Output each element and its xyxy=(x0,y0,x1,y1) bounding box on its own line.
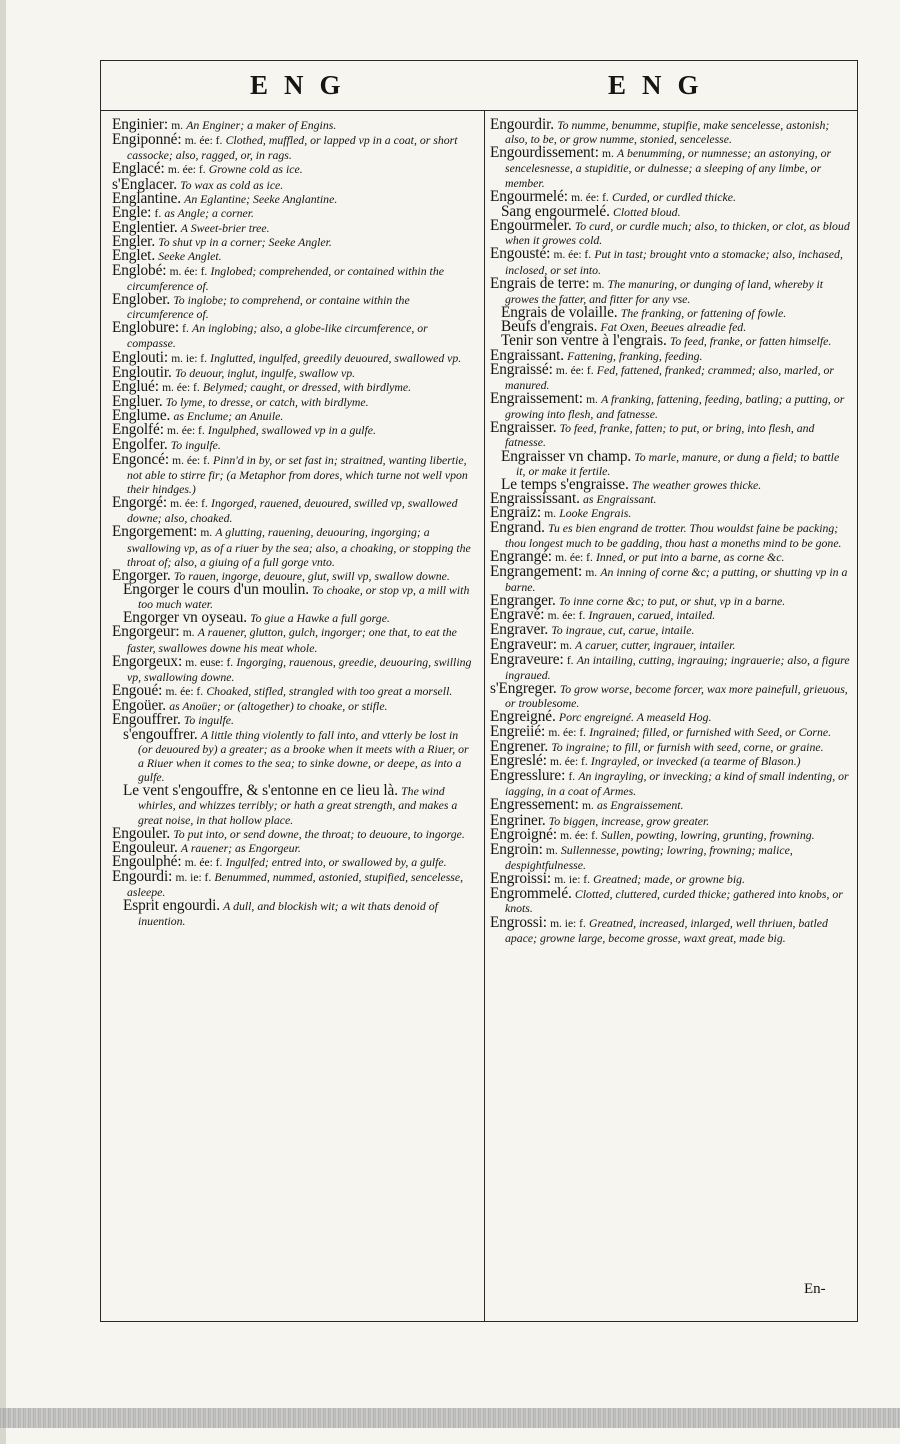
entry-headword: Englouti: xyxy=(112,348,169,366)
entry-grammar: m. xyxy=(544,508,557,521)
dictionary-entry xyxy=(490,219,850,247)
entry-definition: A glutting, rauening, deuouring, ingorging; a swallowing vp, as of a riuer by the sea; also, a choaking, or stopping the throat of; also, a giuing of a full gorge vnto. xyxy=(127,525,471,569)
entry-headword: Englober. xyxy=(112,290,171,308)
entry-grammar: m. ée: f. xyxy=(162,381,200,394)
entry-definition: Inglutted, ingulfed, greedily deuoured, swallowed vp. xyxy=(210,350,462,365)
entry-headword: Engousté: xyxy=(490,245,551,263)
dictionary-entry xyxy=(112,625,472,654)
entry-headword: Tenir son ventre à l'engrais. xyxy=(501,332,667,350)
entry-headword: Engrossi: xyxy=(490,913,547,931)
entry-headword: Engroigné: xyxy=(490,825,557,843)
dictionary-entry xyxy=(490,421,850,449)
dictionary-entry xyxy=(490,492,850,506)
entry-definition: To choake, or stop vp, a mill with too much water. xyxy=(138,583,470,612)
entry-headword: Sang engourmelé. xyxy=(501,202,610,220)
entry-headword: Engorgeux: xyxy=(112,652,183,670)
entry-definition: The franking, or fattening of fowle. xyxy=(620,306,787,321)
entry-headword: Engiponné: xyxy=(112,131,182,149)
entry-headword: Englacé: xyxy=(112,160,165,178)
entry-grammar: m. ie: f. xyxy=(175,872,212,885)
entry-definition: The wind whirles, and whizzes terribly; or hath a great strength, and makes a great noise, in that hollow place. xyxy=(138,784,458,827)
entry-grammar: m. xyxy=(171,120,184,132)
dictionary-entry xyxy=(112,409,472,423)
entry-grammar: m. euse: f. xyxy=(185,656,234,669)
entry-headword: Esprit engourdi. xyxy=(123,897,220,915)
entry-grammar: m. ée: f. xyxy=(172,454,210,467)
entry-headword: Engrand. xyxy=(490,519,545,537)
entry-headword: Engolfé: xyxy=(112,421,164,439)
entry-definition: To giue a Hawke a full gorge. xyxy=(250,611,390,626)
entry-definition: Porc engreigné. A measeld Hog. xyxy=(558,710,712,725)
entry-headword: Engorgeur: xyxy=(112,623,180,641)
left-column xyxy=(112,118,472,928)
entry-definition: To ingulfe. xyxy=(183,713,234,728)
entry-headword: Engorgé: xyxy=(112,494,167,512)
entry-definition: To rauen, ingorge, deuoure, glut, swill vp, swallow downe. xyxy=(173,568,450,583)
entry-headword: Engoncé: xyxy=(112,450,169,468)
entry-grammar: m. xyxy=(200,527,213,540)
entry-headword: s'Englacer. xyxy=(112,175,177,193)
dictionary-entry xyxy=(490,650,850,682)
entry-headword: Englentier. xyxy=(112,219,178,237)
entry-grammar: m. xyxy=(182,627,195,640)
entry-definition: Clotted bloud. xyxy=(613,204,681,219)
entry-grammar: f. xyxy=(154,207,162,220)
entry-grammar: f. xyxy=(568,771,576,784)
entry-headword: Le temps s'engraisse. xyxy=(501,475,629,493)
entry-grammar: m. xyxy=(585,566,598,579)
entry-grammar: m. ée: f. xyxy=(184,135,223,148)
entry-definition: Greatned, increased, inlarged, well thriuen, batled apace; growne large, become grosse, waxt great, made big. xyxy=(505,915,828,945)
entry-definition: Ingorging, rauenous, greedie, deuouring, swilling vp, swallowing downe. xyxy=(127,654,472,684)
dictionary-entry xyxy=(490,360,850,392)
catchword: En- xyxy=(804,1281,826,1297)
entry-grammar: m. ie: f. xyxy=(171,352,207,365)
entry-headword: Engranger. xyxy=(490,592,556,610)
entry-definition: as Angle; a corner. xyxy=(164,205,254,220)
dictionary-entry xyxy=(490,389,850,422)
entry-grammar: m. ée: f. xyxy=(184,856,223,869)
entry-headword: Engressement: xyxy=(490,796,579,814)
entry-definition: as Anoüer; or (altogether) to choake, or stifle. xyxy=(169,699,388,714)
entry-definition: as Engraissement. xyxy=(596,798,684,813)
entry-definition: Clotted, cluttered, curded thicke; gathered into knobs, or knots. xyxy=(505,887,843,916)
entry-definition: A caruer, cutter, ingrauer, intailer. xyxy=(575,637,736,652)
entry-headword: Engreslé: xyxy=(490,751,547,769)
entry-definition: A little thing violently to fall into, and vtterly be lost in (or deuoured by) a greater; as a brooke when it meets with a Riuer, or a Riuer when it comes to the sea; to sinke downe, or deepe, as into a gulfe. xyxy=(138,727,469,785)
entry-definition: Seeke Anglet. xyxy=(158,249,222,264)
entry-headword: Engoüer. xyxy=(112,697,167,715)
dictionary-entry xyxy=(112,235,472,249)
entry-headword: s'Engreger. xyxy=(490,680,557,698)
entry-definition: as Enclume; an Anuile. xyxy=(173,409,284,424)
dictionary-entry xyxy=(112,725,472,785)
dictionary-entry xyxy=(112,496,472,525)
entry-definition: The manuring, or dunging of land, whereby it growes the fatter, and fitter for any vse. xyxy=(505,276,824,306)
entry-headword: Engourmelé: xyxy=(490,187,568,205)
entry-headword: Engravé: xyxy=(490,606,545,624)
entry-headword: Le vent s'engouffre, & s'entonne en ce lieu là. xyxy=(123,782,398,800)
entry-definition: An inning of corne &c; a putting, or shutting vp in a barne. xyxy=(505,564,848,594)
entry-definition: Belymed; caught, or dressed, with birdlyme. xyxy=(202,379,412,394)
entry-definition: Benummed, nummed, astonied, stupified, sencelesse, asleepe. xyxy=(127,870,464,900)
entry-grammar: m. ée: f. xyxy=(555,551,593,564)
entry-headword: Engourdir. xyxy=(490,116,555,133)
entry-definition: Ingrauen, carued, intailed. xyxy=(588,608,716,623)
entry-headword: Engler. xyxy=(112,233,156,251)
entry-definition: To curd, or curdle much; also, to thicken, or clot, as bloud when it growes cold. xyxy=(505,219,850,248)
column-divider xyxy=(484,110,485,1322)
entry-definition: To feed, franke, fatten; to put, or bring, into flesh, and fatnesse. xyxy=(505,421,815,450)
entry-headword: Engourdi: xyxy=(112,868,173,886)
entry-definition: To ingulfe. xyxy=(170,438,221,453)
entry-headword: Engorger. xyxy=(112,566,171,584)
entry-grammar: m. ée: f. xyxy=(170,498,208,511)
entry-definition: The weather growes thicke. xyxy=(631,477,762,492)
dictionary-entry xyxy=(112,899,472,927)
entry-headword: Engouffrer. xyxy=(112,711,181,729)
entry-definition: An inglobing; also, a globe-like circumference, or compasse. xyxy=(127,321,428,351)
entry-grammar: m. ée: f. xyxy=(553,249,592,262)
entry-definition: Fat Oxen, Beeues alreadie fed. xyxy=(600,320,747,335)
entry-definition: Ingrayled, or invecked (a tearme of Blason.) xyxy=(590,753,801,768)
entry-headword: Engoué: xyxy=(112,682,163,700)
header-rule xyxy=(100,110,858,111)
scan-bottom-band xyxy=(0,1408,900,1428)
entry-headword: Englantine. xyxy=(112,189,181,207)
dictionary-entry xyxy=(112,377,472,395)
entry-definition: To inglobe; to comprehend, or containe within the circumference of. xyxy=(127,292,410,322)
entry-grammar: m. ée: f. xyxy=(548,726,587,739)
entry-grammar: m. xyxy=(560,639,572,652)
entry-definition: Inned, or put into a barne, as corne &c. xyxy=(596,549,785,564)
entry-grammar: m. xyxy=(602,148,614,161)
entry-definition: To wax as cold as ice. xyxy=(180,177,284,192)
running-head-left: ENG xyxy=(250,70,357,100)
entry-headword: Engorger vn oyseau. xyxy=(123,609,247,627)
dictionary-entry xyxy=(112,652,472,684)
entry-definition: Greatned; made, or growne big. xyxy=(593,872,745,887)
entry-definition: Sullennesse, powting; lowring, frowning; malice, despightfulnesse. xyxy=(505,842,793,872)
dictionary-entry xyxy=(490,521,850,549)
entry-headword: Engraisser vn champ. xyxy=(501,447,632,465)
dictionary-entry xyxy=(112,221,472,235)
dictionary-entry xyxy=(112,261,472,293)
entry-definition: A rauener; as Engorgeur. xyxy=(180,840,301,855)
entry-definition: To put into, or send downe, the throat; to deuoure, to ingorge. xyxy=(173,826,465,841)
entry-headword: s'engouffrer. xyxy=(123,725,198,743)
entry-headword: Beufs d'engrais. xyxy=(501,318,598,336)
entry-definition: Put in tast; brought vnto a stomacke; also, inchased, inclosed, or set into. xyxy=(505,247,843,277)
entry-definition: To grow worse, become forcer, wax more painefull, grieuous, or troublesome. xyxy=(505,682,848,711)
entry-definition: Ingorged, rauened, deuoured, swilled vp, swallowed downe; also, choaked. xyxy=(127,496,458,526)
dictionary-entry xyxy=(112,450,472,496)
entry-headword: Englume. xyxy=(112,407,171,425)
entry-headword: Engourmeler. xyxy=(490,217,572,235)
dictionary-entry xyxy=(490,247,850,276)
entry-definition: A franking, fattening, feeding, batling; a putting, or growing into flesh, and fatnesse. xyxy=(505,391,845,422)
entry-headword: Engraiz: xyxy=(490,504,542,522)
entry-headword: Engraisser. xyxy=(490,419,557,437)
dictionary-entry xyxy=(112,290,472,322)
dictionary-entry xyxy=(112,363,472,381)
entry-definition: A Sweet-brier tree. xyxy=(180,221,270,236)
entry-grammar: m. ée: f. xyxy=(169,265,208,278)
dictionary-entry xyxy=(490,769,850,798)
entry-definition: Fed, fattened, franked; crammed; also, marled, or manured. xyxy=(505,362,834,392)
entry-grammar: m. ée: f. xyxy=(167,425,205,438)
entry-definition: To lyme, to dresse, or catch, with birdlyme. xyxy=(165,394,369,409)
dictionary-entry xyxy=(490,682,850,710)
entry-definition: To deuour, inglut, ingulfe, swallow vp. xyxy=(174,365,356,380)
entry-grammar: f. xyxy=(566,654,574,667)
entry-headword: Engluer. xyxy=(112,392,163,410)
entry-definition: Fattening, franking, feeding. xyxy=(567,348,703,363)
entry-grammar: m. ée: f. xyxy=(555,364,594,377)
entry-headword: Engraissé: xyxy=(490,360,553,378)
entry-grammar: m. ie: f. xyxy=(550,917,586,930)
entry-headword: Engrommelé. xyxy=(490,885,572,903)
entry-grammar: m. ée: f. xyxy=(167,164,206,177)
entry-grammar: m. xyxy=(592,278,605,291)
entry-definition: To shut vp in a corner; Seeke Angler. xyxy=(158,235,332,250)
dictionary-entry xyxy=(112,784,472,826)
running-header xyxy=(100,62,858,110)
entry-headword: Engourdissement: xyxy=(490,144,599,162)
entry-definition: Pinn'd in by, or set fast in; straitned, wanting libertie, not able to stirre fir; (a Metaphor from dores, which turne not well vpon their hindges.) xyxy=(127,452,468,496)
dictionary-entry xyxy=(112,189,472,207)
dictionary-entry xyxy=(112,321,472,350)
entry-headword: Engraveure: xyxy=(490,650,564,668)
entry-definition: To marle, manure, or dung a field; to battle it, or make it fertile. xyxy=(516,449,840,478)
entry-grammar: m. ée: f. xyxy=(571,191,609,204)
entry-headword: Engraissant. xyxy=(490,346,564,364)
dictionary-entry xyxy=(490,913,850,945)
entry-headword: Engroissi: xyxy=(490,870,552,888)
entry-grammar: m. ée: f. xyxy=(560,829,598,842)
entry-headword: Engloutir. xyxy=(112,363,172,381)
entry-headword: Engraveur: xyxy=(490,635,557,653)
entry-grammar: m. ée: f. xyxy=(165,686,204,699)
entry-grammar: m. ée: f. xyxy=(547,610,586,623)
entry-headword: Engraississant. xyxy=(490,490,580,508)
entry-headword: Engrener. xyxy=(490,737,549,755)
dictionary-entry xyxy=(490,447,850,478)
entry-headword: Engle: xyxy=(112,203,152,221)
entry-grammar: m. ée: f. xyxy=(550,755,588,768)
entry-grammar: m. ie: f. xyxy=(554,874,590,887)
entry-headword: Engresslure: xyxy=(490,767,566,785)
entry-definition: Looke Engrais. xyxy=(559,506,632,521)
entry-grammar: m. xyxy=(545,844,558,857)
entry-headword: Engreigné. xyxy=(490,708,556,726)
entry-headword: Engolfer. xyxy=(112,436,168,454)
dictionary-entry xyxy=(112,133,472,162)
dictionary-entry xyxy=(490,825,850,843)
entry-grammar: m. xyxy=(586,393,598,406)
entry-headword: Engrais de terre: xyxy=(490,274,590,292)
scan-edge xyxy=(0,0,6,1444)
entry-definition: Inglobed; comprehended, or contained within the circumference of. xyxy=(127,263,444,293)
dictionary-entry xyxy=(490,146,850,189)
entry-definition: Choaked, stifled, strangled with too great a morsell. xyxy=(206,684,453,699)
entry-headword: Englobure: xyxy=(112,319,179,337)
entry-definition: Sullen, powting, lowring, grunting, frowning. xyxy=(601,827,815,842)
entry-definition: To numme, benumme, stupifie, make sencelesse, astonish; also, to be, or grow numme, stonied, sencelesse. xyxy=(505,118,830,147)
entry-definition: To feed, franke, or fatten himselfe. xyxy=(669,334,832,349)
entry-headword: Enginier: xyxy=(112,116,169,133)
entry-definition: Tu es bien engrand de trotter. Thou wouldst faine be packing; thou longest much to be gadding, thou hast a moneths mind to be gone. xyxy=(505,521,842,550)
entry-definition: A dull, and blockish wit; a wit thats denoid of inuention. xyxy=(138,899,438,928)
dictionary-entry xyxy=(490,887,850,915)
entry-definition: An ingrayling, or invecking; a kind of small indenting, or iagging, in a coat of Armes. xyxy=(505,769,849,799)
entry-grammar: m. xyxy=(581,800,594,813)
entry-definition: Ingulphed, swallowed vp in a gulfe. xyxy=(207,423,376,438)
entry-headword: Engorger le cours d'un moulin. xyxy=(123,581,309,598)
entry-definition: Growne cold as ice. xyxy=(208,162,303,177)
entry-definition: Curded, or curdled thicke. xyxy=(611,189,736,204)
entry-definition: Ingulfed; entred into, or swallowed by, a gulfe. xyxy=(225,854,447,869)
entry-definition: To inne corne &c; to put, or shut, vp in a barne. xyxy=(558,594,786,609)
entry-headword: Engouleur. xyxy=(112,838,178,856)
dictionary-entry xyxy=(490,274,850,306)
entry-headword: Englué: xyxy=(112,377,159,395)
entry-headword: Engrangement: xyxy=(490,562,583,580)
entry-headword: Englet. xyxy=(112,247,156,265)
entry-headword: Engreiié: xyxy=(490,722,546,740)
entry-definition: as Engraissant. xyxy=(583,492,657,507)
entry-grammar: f. xyxy=(182,323,189,336)
entry-headword: Engouler. xyxy=(112,824,171,842)
dictionary-entry xyxy=(112,870,472,899)
dictionary-entry xyxy=(112,583,472,611)
entry-headword: Engraver. xyxy=(490,621,549,639)
entry-headword: Engriner. xyxy=(490,811,546,829)
entry-definition: To ingraue, cut, carue, intaile. xyxy=(551,623,695,638)
entry-headword: Engoulphé: xyxy=(112,852,182,870)
running-head-right: ENG xyxy=(608,70,715,100)
entry-definition: An Enginer; a maker of Engins. xyxy=(186,118,337,132)
entry-headword: Engrangé: xyxy=(490,547,552,565)
dictionary-entry xyxy=(490,562,850,594)
entry-definition: An Eglantine; Seeke Anglantine. xyxy=(184,191,338,206)
entry-definition: Clothed, muffled, or lapped vp in a coat, or short cassocke; also, ragged, or, in rags. xyxy=(127,133,458,163)
entry-headword: Engrais de volaille. xyxy=(501,304,618,322)
right-column xyxy=(490,118,850,945)
entry-headword: Englobé: xyxy=(112,261,167,279)
dictionary-entry xyxy=(490,840,850,872)
entry-definition: An intailing, cutting, ingrauing; ingrauerie; also, a figure ingraued. xyxy=(505,652,850,682)
entry-headword: Engraissement: xyxy=(490,389,583,407)
entry-definition: To ingraine; to fill, or furnish with seed, corne, or graine. xyxy=(551,739,824,754)
entry-definition: To biggen, increase, grow greater. xyxy=(548,813,710,828)
entry-definition: A rauener, glutton, gulch, ingorger; one that, to eat the faster, swallowes downe his meat whole. xyxy=(127,625,457,655)
entry-definition: A benumming, or numnesse; an astonying, or sencelesnesse, a stupiditie, or dulnesse; a sleeping of any limbe, or member. xyxy=(505,146,832,190)
entry-headword: Engroin: xyxy=(490,840,543,858)
entry-definition: Ingrained; filled, or furnished with Seed, or Corne. xyxy=(589,724,832,739)
entry-headword: Engorgement: xyxy=(112,523,198,541)
dictionary-entry xyxy=(490,118,850,146)
dictionary-entry xyxy=(112,525,472,568)
